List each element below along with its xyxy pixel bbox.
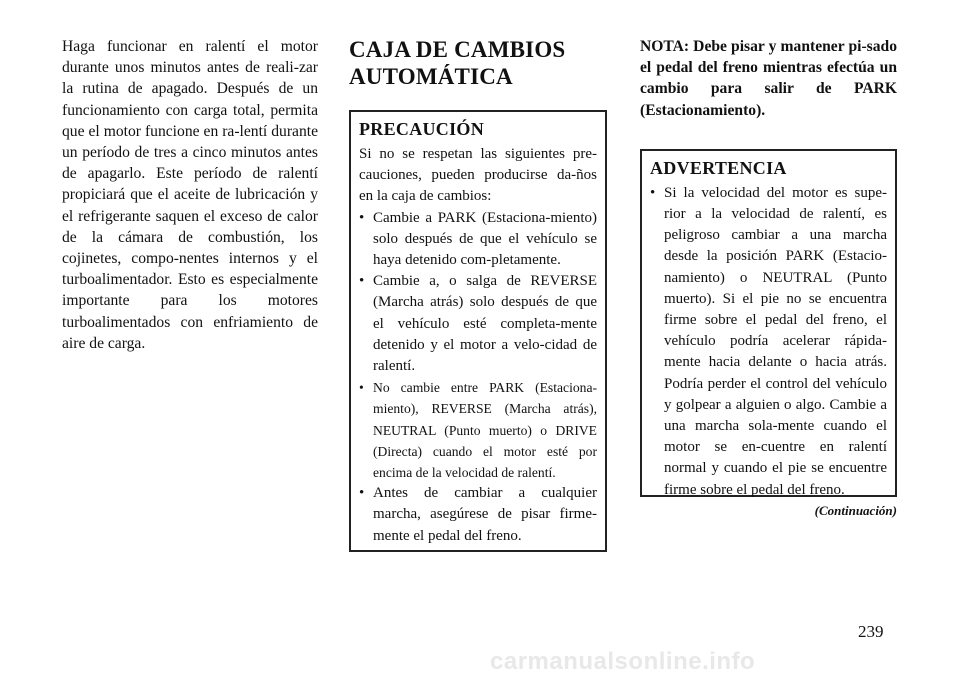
- caution-item: • Antes de cambiar a cualquier marcha, asegúrese de pisar firme-mente el pedal del freno.: [359, 485, 597, 544]
- caution-item: • Cambie a, o salga de REVERSE (Marcha atrás) solo después de que el vehículo esté completa-mente detenido y el motor a velo-cidad de ralentí.: [359, 273, 597, 375]
- section-title-line1: CAJA DE CAMBIOS: [349, 37, 566, 62]
- caution-title: PRECAUCIÓN: [359, 119, 485, 139]
- middle-column: [349, 36, 607, 552]
- warning-title: ADVERTENCIA: [650, 157, 787, 178]
- left-column: [62, 36, 318, 354]
- section-title: [349, 36, 607, 90]
- caution-list: [359, 208, 597, 547]
- watermark-text: carmanualsonline.info: [490, 648, 756, 675]
- caution-item: • No cambie entre PARK (Estaciona-miento), REVERSE (Marcha atrás), NEUTRAL (Punto muerto) o DRIVE (Directa) cuando el motor esté por encima de la velocidad de ralentí.: [359, 377, 597, 483]
- bullet-icon: •: [359, 485, 365, 502]
- continuation-label: (Continuación): [814, 502, 897, 518]
- warning-item: • Si la velocidad del motor es supe-rior a la velocidad de ralentí, es peligroso cambiar a una marcha desde la posición PARK (Estacio-namiento) o NEUTRAL (Punto muerto). Si el pie no se encuentra firme sobre el pedal del freno, el vehículo podría acelerar rápida-mente hacia delante o hacia atrás. Podría perder el control del vehículo y golpear a alguien o algo. Cambie a una marcha sola-mente cuando el motor se en-cuentre en ralentí normal y cuando el pie se encuentre firme sobre el pedal del freno.: [650, 184, 887, 498]
- bullet-icon: •: [359, 273, 365, 290]
- warning-list: [650, 183, 887, 501]
- idle-paragraph: Haga funcionar en ralentí el motor durante unos minutos antes de reali-zar la rutina de apagado. Después de un funcionamiento con carga total, permita que el motor funcione en ra-lentí durante un período de tres a cinco minutos antes de apagarlo. Este período de ralentí propiciará que el aceite de lubricación y el refrigerante saquen el exceso de calor de la cámara de combustión, los cojinetes, compo-nentes internos y el turboalimentador. Esto es especialmente importante para los motores turboalimentados con enfriamiento de aire de carga.: [62, 38, 318, 352]
- right-column: [640, 36, 897, 519]
- page-number: 239: [858, 622, 884, 641]
- caution-intro: Si no se respetan las siguientes pre-cauciones, pueden producirse da-ños en la caja de cambios:: [359, 146, 597, 205]
- section-title-line2: AUTOMÁTICA: [349, 64, 513, 89]
- caution-item: • Cambie a PARK (Estaciona-miento) solo después de que el vehículo se haya detenido com-pletamente.: [359, 209, 597, 269]
- warning-box: [640, 149, 897, 497]
- note-paragraph: NOTA: Debe pisar y mantener pi-sado el pedal del freno mientras efectúa un cambio para salir de PARK (Estacionamiento).: [640, 38, 897, 119]
- bullet-icon: •: [650, 184, 656, 201]
- bullet-icon: •: [359, 209, 365, 226]
- bullet-icon: •: [359, 380, 364, 396]
- caution-box: [349, 110, 607, 552]
